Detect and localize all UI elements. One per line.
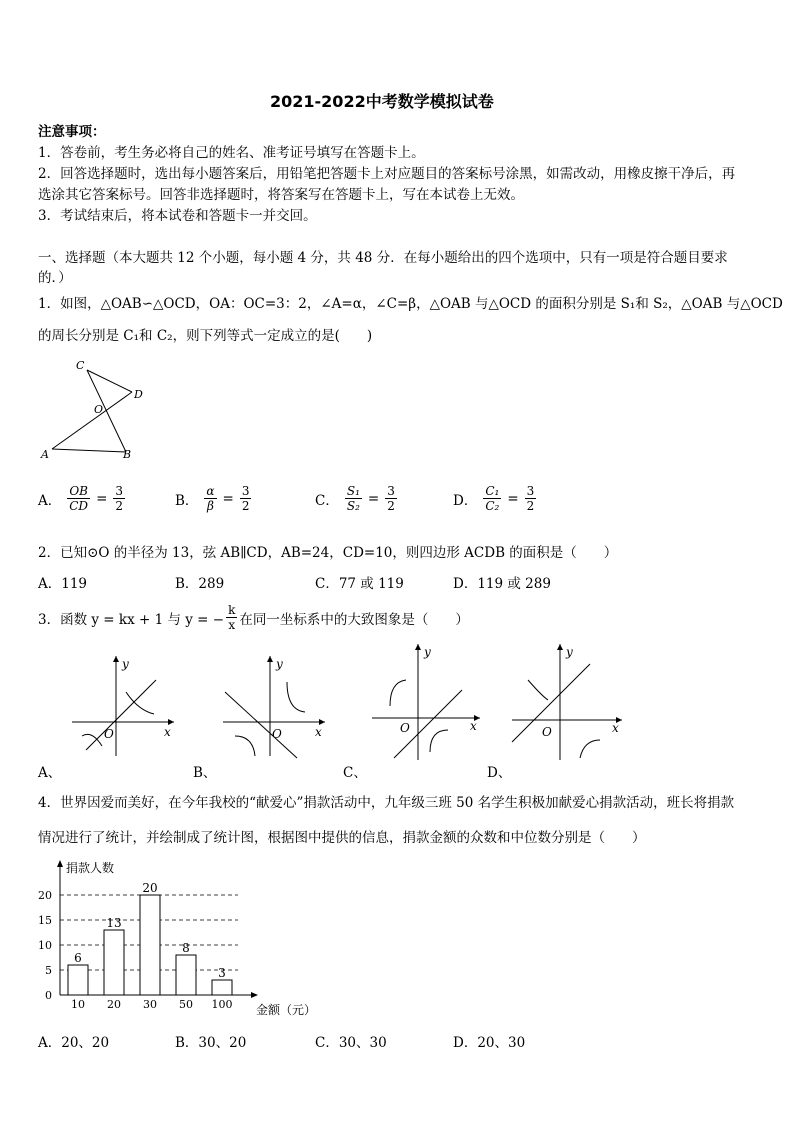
svg-text:O: O	[542, 725, 552, 739]
option-d[interactable]: D．20、30	[453, 1035, 526, 1051]
notice-item: 1．答卷前，考生务必将自己的姓名、准考证号填写在答题卡上。	[38, 145, 425, 161]
bar	[68, 965, 88, 995]
section-heading: 一、选择题（本大题共 12 个小题，每小题 4 分，共 48 分．在每小题给出的四个选项中，只有一项是符合题目要求	[38, 250, 728, 266]
svg-text:O: O	[272, 727, 282, 741]
option-d[interactable]: D．119 或 289	[453, 576, 551, 592]
option-a[interactable]: A．119	[38, 576, 88, 592]
option-a[interactable]: A．20、20	[38, 1035, 110, 1051]
option-c[interactable]: C．77 或 119	[315, 576, 404, 592]
svg-text:O: O	[400, 721, 410, 735]
x-tick-label: 100	[211, 998, 233, 1011]
option-c[interactable]: C、	[343, 765, 367, 781]
question-4-stem-cont: 情况进行了统计，并绘制成了统计图，根据图中提供的信息，捐款金额的众数和中位数分别是（ ）	[38, 830, 646, 846]
y-tick-label: 5	[45, 964, 52, 977]
question-1-stem: 1．如图，△OAB∽△OCD，OA：OC=3：2，∠A=α，∠C=β，△OAB 与△OCD 的面积分别是 S₁和 S₂，△OAB 与△OCD	[38, 296, 783, 312]
y-tick-label: 20	[38, 889, 52, 902]
x-tick-label: 20	[107, 998, 121, 1011]
option-b[interactable]: B、	[193, 765, 217, 781]
svg-text:x: x	[470, 719, 477, 733]
bar-value-label: 13	[106, 916, 122, 930]
label-b: B	[123, 448, 132, 461]
question-4-stem: 4．世界因爱而美好，在今年我校的“献爱心”捐款活动中，九年级三班 50 名学生积极加献爱心捐款活动，班长将捐款	[38, 795, 735, 811]
triangle-figure	[36, 352, 156, 462]
y-tick-label: 0	[45, 989, 52, 1002]
x-tick-label: 10	[71, 998, 85, 1011]
bar-value-label: 20	[142, 881, 158, 895]
graph-d	[508, 640, 628, 762]
y-tick-label: 15	[38, 914, 52, 927]
label-a: A	[41, 448, 49, 461]
section-heading-cont: 的．）	[38, 270, 72, 286]
notice-heading: 注意事项：	[38, 124, 106, 140]
graph-c	[368, 640, 488, 762]
y-tick-label: 10	[38, 939, 52, 952]
svg-text:x: x	[315, 725, 322, 739]
option-b[interactable]: B．289	[175, 576, 225, 592]
bar	[212, 980, 232, 995]
y-axis-label: 捐款人数	[66, 861, 115, 875]
notice-item: 2．回答选择题时，选出每小题答案后，用铅笔把答题卡上对应题目的答案标号涂黑，如需改动，用橡皮擦干净后，再	[38, 166, 736, 182]
label-o: O	[94, 403, 104, 416]
donation-bar-chart	[30, 850, 330, 1025]
option-c[interactable]: C． $\frac{\text{S₁}}{\text{S₂}}$ = $\frac{3}{2}$	[315, 484, 395, 513]
label-d: D	[134, 388, 143, 401]
svg-text:y: y	[566, 645, 573, 659]
question-3-stem: 3．函数 y = kx + 1 与 y = − $\frac{k}{x}$ 在同一坐标系中的大致图象是（ ）	[38, 603, 469, 632]
bar	[104, 930, 124, 995]
svg-text:x: x	[164, 725, 171, 739]
x-axis-label: 金额（元）	[256, 1003, 317, 1017]
option-a[interactable]: A． $\frac{OB}{CD}$ = $\frac{3}{2}$	[38, 484, 124, 513]
svg-text:y: y	[122, 657, 129, 671]
page-title: 2021-2022中考数学模拟试卷	[270, 92, 494, 111]
graph-b	[215, 652, 330, 762]
bar-value-label: 6	[74, 951, 82, 965]
question-1-stem-cont: 的周长分别是 C₁和 C₂，则下列等式一定成立的是( )	[38, 328, 373, 344]
graph-a	[64, 652, 179, 762]
notice-item: 选涂其它答案标号。回答非选择题时，将答案写在答题卡上，写在本试卷上无效。	[38, 187, 524, 203]
svg-text:x: x	[612, 721, 619, 735]
option-d[interactable]: D、	[487, 765, 512, 781]
svg-text:O: O	[104, 727, 114, 741]
label-c: C	[76, 359, 85, 372]
bar	[176, 955, 196, 995]
option-a[interactable]: A、	[38, 765, 62, 781]
svg-text:y: y	[276, 657, 283, 671]
option-c[interactable]: C．30、30	[315, 1035, 387, 1051]
notice-item: 3．考试结束后，将本试卷和答题卡一并交回。	[38, 208, 317, 224]
bar-value-label: 8	[182, 941, 190, 955]
bar-value-label: 3	[218, 966, 226, 980]
svg-text:y: y	[424, 645, 431, 659]
option-b[interactable]: B． $\frac{\alpha}{\beta}$ = $\frac{3}{2}$	[175, 484, 250, 513]
x-tick-label: 50	[179, 998, 193, 1011]
x-tick-label: 30	[143, 998, 157, 1011]
option-b[interactable]: B．30、20	[175, 1035, 247, 1051]
question-2-stem: 2．已知⊙O 的半径为 13，弦 AB∥CD，AB=24，CD=10，则四边形 ACDB 的面积是（ ）	[38, 545, 618, 561]
bar	[140, 895, 160, 995]
option-d[interactable]: D． $\frac{\text{C₁}}{\text{C₂}}$ = $\frac{3}{2}$	[453, 484, 535, 513]
